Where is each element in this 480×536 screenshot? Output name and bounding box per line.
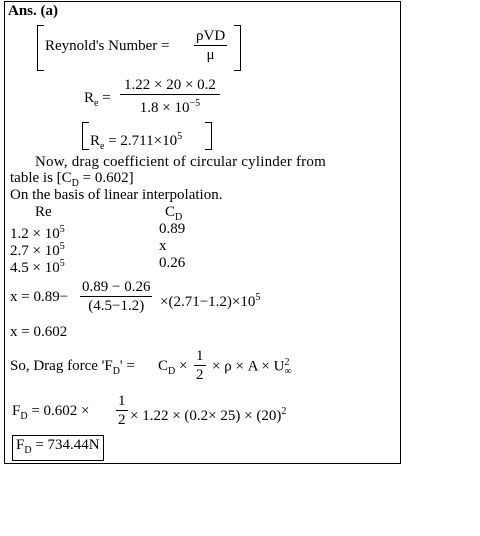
re-calc-denominator: $1.8 \times 10^{-5}$ [139,98,201,116]
drag-formula-rest: × ρ × A × U 2 ∞ [212,357,292,377]
para-line-2: table is $[C_D = 0.602]$ [10,170,134,189]
table-header-re: Re [35,204,52,220]
x-calc-lhs: x = 0.89− [10,289,69,305]
right-bracket [234,25,241,71]
final-answer-box: $F_D = 734.44N$ [12,435,104,461]
x-result: x = 0.602 [10,324,68,340]
drag-formula-half: $\frac{1}{2}$ [196,348,204,383]
table-row-3-re: $4.5 \times 10^5$ [10,258,65,276]
x-calc-denominator: (4.5−1.2) [88,298,145,314]
table-row-2-re: $2.7 \times 10^5$ [10,241,65,259]
table-row-3-cd: 0.26 [159,255,186,271]
answer-heading: Ans. (a) [8,3,59,19]
re-result: $R_e = 2.711\times 10^5$ [90,131,183,152]
re-result-right-bracket [205,122,212,150]
reynolds-denominator: μ [206,47,215,63]
table-row-2-cd: x [159,238,167,254]
drag-calc-lhs: $F_D = 0.602$ × [12,403,90,422]
reynolds-numerator: ρVD [196,28,226,44]
drag-formula-cd: $C_D$ × [158,358,188,377]
x-calc-fraction [80,278,152,315]
interpolation-line: On the basis of linear interpolation. [10,187,223,203]
re-result-left-bracket [82,122,89,150]
drag-calc-rest: × $1.22 \times (0.2\times 25) \times (20)^2$ [130,406,287,424]
para-line-1: Now, drag coefficient of circular cylinder from [35,154,326,170]
re-calc-lhs: $R_e$ = [84,90,111,109]
reynolds-label: Reynold's Number = [45,38,170,54]
drag-formula-lhs: So, Drag force '$F_D$' = [10,358,135,377]
x-calc-rest: $\times(2.71-1.2)\times 10^5$ [160,292,261,310]
x-calc-numerator: 0.89 − 0.26 [82,279,151,295]
reynolds-fraction [194,27,227,64]
table-row-1-cd: 0.89 [159,221,186,237]
table-header-cd: $C_D$ [165,204,183,223]
table-row-1-re: $1.2 \times 10^5$ [10,224,65,242]
re-calc-numerator: 1.22 × 20 × 0.2 [120,76,220,95]
drag-calc-half: $\frac{1}{2}$ [118,393,126,428]
re-calc-fraction [120,76,220,117]
